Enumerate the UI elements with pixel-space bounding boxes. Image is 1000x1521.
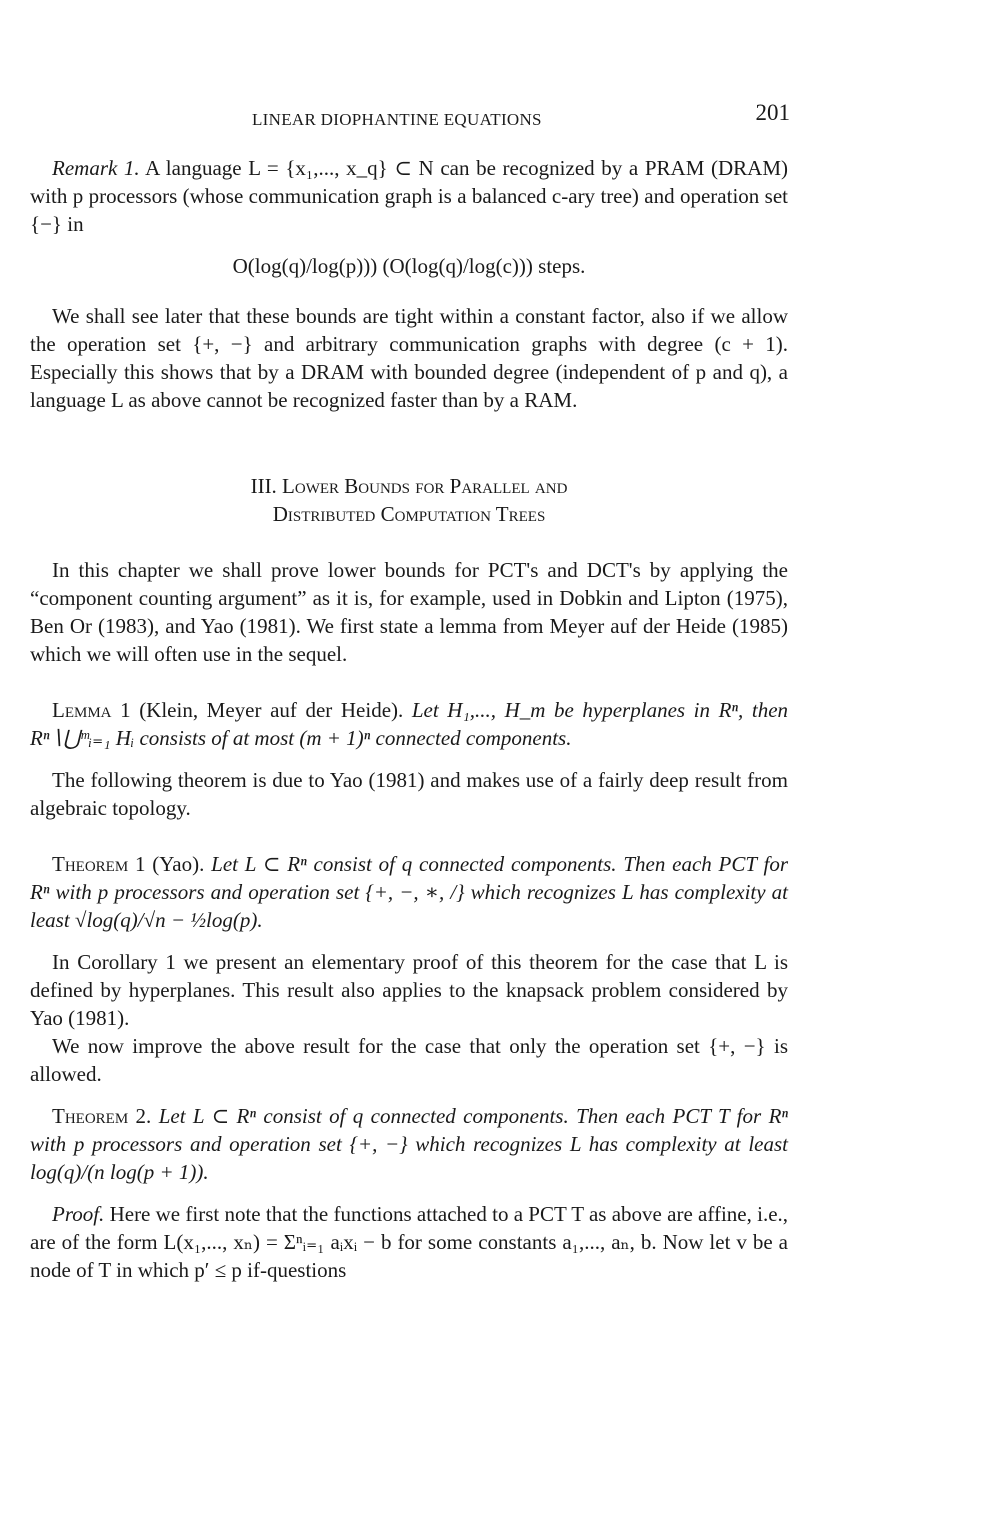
paragraph-tight-bounds: We shall see later that these bounds are tight within a constant factor, also if we allow the operation set {+, −} and arbitrary communication graphs with degree (c + 1). Especially this shows that by a DRAM with bounded degree (independent of p and q), a language L as above cannot be recognized faster than by a RAM.: [30, 304, 788, 412]
paragraph-intro: In this chapter we shall prove lower bounds for PCT's and DCT's by applying the “component counting argument” as it is, for example, used in Dobkin and Lipton (1975), Ben Or (1983), and Yao (1981). We first state a lemma from Meyer auf der Heide (1985) which we will often use in the sequel.: [30, 558, 788, 666]
section-heading-line-1: III. Lower Bounds for Parallel and: [250, 474, 568, 498]
page: [30, 100, 788, 1284]
theorem-1-statement: Let L ⊂ Rⁿ consist of q connected components. Then each PCT for Rⁿ with p processors and operation set {+, −, ∗, /} which recognizes L has complexity at least √log(q)/√n − ½log(p).: [30, 852, 788, 932]
theorem-1-label: Theorem 1: [52, 852, 146, 876]
running-head: [30, 100, 788, 140]
remark-display-formula: O(log(q)/log(p))) (O(log(q)/log(c))) steps.: [232, 254, 586, 278]
paragraph-corollary: In Corollary 1 we present an elementary proof of this theorem for the case that L is defined by hyperplanes. This result also applies to the knapsack problem considered by Yao (1981).: [30, 950, 788, 1030]
proof-label: Proof.: [52, 1202, 105, 1226]
paragraph-yao-theorem-intro: The following theorem is due to Yao (1981) and makes use of a fairly deep result from algebraic topology.: [30, 768, 788, 820]
section-heading: [30, 472, 788, 528]
theorem-2: [30, 1102, 788, 1186]
theorem-2-statement: Let L ⊂ Rⁿ consist of q connected components. Then each PCT T for Rⁿ with p processors and operation set {+, −} which recognizes L has complexity at least log(q)/(n log(p + 1)).: [30, 1104, 789, 1184]
running-title: LINEAR DIOPHANTINE EQUATIONS: [252, 110, 542, 129]
remark-paragraph: [30, 154, 788, 238]
theorem-1-attribution: (Yao).: [152, 852, 205, 876]
proof-body: Here we first note that the functions attached to a PCT T as above are affine, i.e., are of the form L(x₁,..., xₙ) = Σⁿᵢ₌₁ aᵢxᵢ − b for some constants a₁,..., aₙ, b. Now let v be a node of T in which p′ ≤ p if-questions: [30, 1202, 789, 1282]
remark-label: Remark 1.: [52, 156, 140, 180]
section-heading-line-2: Distributed Computation Trees: [272, 502, 546, 526]
lemma-1: [30, 696, 788, 752]
paragraph-improve: We now improve the above result for the case that only the operation set {+, −} is allowed.: [30, 1034, 788, 1086]
proof-paragraph: [30, 1200, 788, 1284]
remark-body: A language L = {x₁,..., x_q} ⊂ N can be recognized by a PRAM (DRAM) with p processors (whose communication graph is a balanced c-ary tree) and operation set {−} in: [30, 156, 788, 236]
theorem-1: [30, 850, 788, 934]
lemma-1-statement: Let H₁,..., H_m be hyperplanes in Rⁿ, then Rⁿ∖⋃ᵐᵢ₌₁ Hᵢ consists of at most (m + 1)ⁿ connected components.: [30, 698, 789, 750]
lemma-1-attribution: (Klein, Meyer auf der Heide).: [139, 698, 404, 722]
lemma-1-label: Lemma 1: [52, 698, 131, 722]
page-number: 201: [755, 100, 790, 125]
theorem-2-label: Theorem 2.: [52, 1104, 152, 1128]
